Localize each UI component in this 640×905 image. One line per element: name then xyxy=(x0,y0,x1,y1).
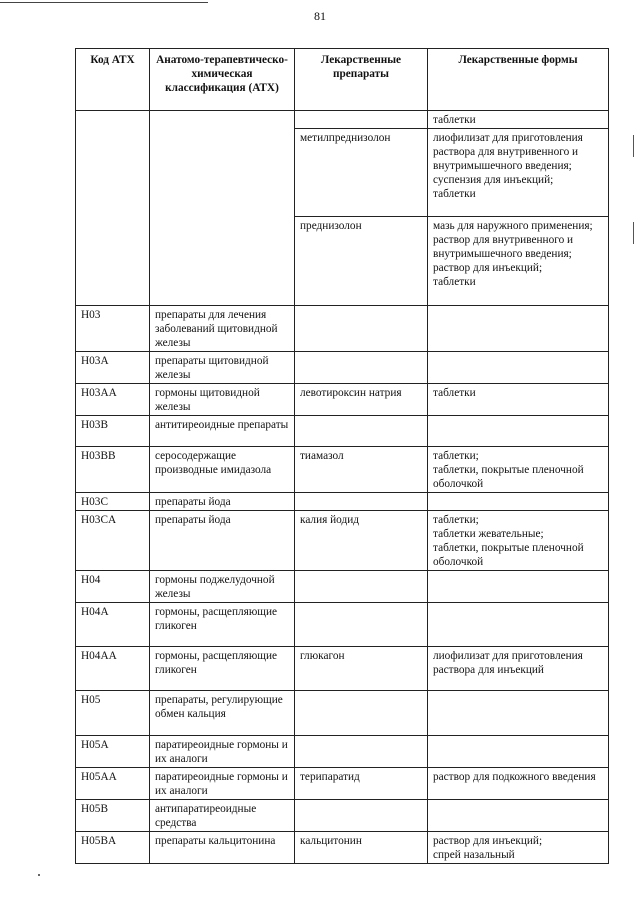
form-line: таблетки, покрытые пленочной оболочкой xyxy=(433,464,584,490)
table-row xyxy=(76,416,609,447)
class-cell: паратиреоидные гормоны и их аналоги xyxy=(150,768,295,800)
table-row xyxy=(76,511,609,571)
forms-cell xyxy=(428,384,609,416)
form-line: раствор для внутривенного и внутримышечного введения; xyxy=(433,234,574,260)
class-cell: препараты щитовидной железы xyxy=(150,352,295,384)
drug-cell: кальцитонин xyxy=(295,832,428,864)
drug-cell xyxy=(295,352,428,384)
forms-cell xyxy=(428,768,609,800)
class-cell: антитиреоидные препараты xyxy=(150,416,295,447)
forms-cell xyxy=(428,493,609,511)
forms-cell xyxy=(428,736,609,768)
code-cell: H03CA xyxy=(76,511,150,571)
forms-cell xyxy=(428,603,609,647)
forms-cell xyxy=(428,306,609,352)
forms-cell xyxy=(428,691,609,736)
code-cell: H05B xyxy=(76,800,150,832)
form-line: раствор для инъекций; xyxy=(433,835,543,847)
forms-cell xyxy=(428,647,609,691)
table-row xyxy=(76,493,609,511)
class-cell: гормоны, расщепляющие гликоген xyxy=(150,603,295,647)
code-cell: H04A xyxy=(76,603,150,647)
table-row xyxy=(76,603,609,647)
header-code: Код АТХ xyxy=(76,49,150,111)
forms-cell xyxy=(428,111,609,129)
code-cell: H04AA xyxy=(76,647,150,691)
code-cell: H03AA xyxy=(76,384,150,416)
drug-cell: терипаратид xyxy=(295,768,428,800)
form-line: раствор для подкожного введения xyxy=(433,771,596,783)
forms-cell xyxy=(428,571,609,603)
form-line: раствор для инъекций; xyxy=(433,262,543,274)
code-cell: H03C xyxy=(76,493,150,511)
class-cell: препараты йода xyxy=(150,511,295,571)
class-cell: гормоны, расщепляющие гликоген xyxy=(150,647,295,691)
table-row xyxy=(76,306,609,352)
form-line: лиофилизат для приготовления раствора для внутривенного и внутримышечного введения; xyxy=(433,132,583,172)
forms-cell xyxy=(428,447,609,493)
header-classification: Анатомо-терапевтическо-химическая классификация (АТХ) xyxy=(150,49,295,111)
form-line: таблетки xyxy=(433,387,476,399)
code-cell: H03A xyxy=(76,352,150,384)
class-cell: гормоны щитовидной железы xyxy=(150,384,295,416)
code-cell: H05BA xyxy=(76,832,150,864)
class-cell: препараты для лечения заболеваний щитовидной железы xyxy=(150,306,295,352)
forms-cell xyxy=(428,511,609,571)
forms-cell xyxy=(428,352,609,384)
code-cell xyxy=(76,111,150,306)
form-line: мазь для наружного применения; xyxy=(433,220,593,232)
drug-cell xyxy=(295,800,428,832)
forms-cell xyxy=(428,129,609,217)
class-cell: препараты, регулирующие обмен кальция xyxy=(150,691,295,736)
form-line: таблетки, покрытые пленочной оболочкой xyxy=(433,542,584,568)
margin-mark xyxy=(633,222,634,244)
class-cell: препараты кальцитонина xyxy=(150,832,295,864)
drug-cell xyxy=(295,736,428,768)
table-row xyxy=(76,111,609,129)
class-cell: серосодержащие производные имидазола xyxy=(150,447,295,493)
table-row xyxy=(76,736,609,768)
drug-cell: метилпреднизолон xyxy=(295,129,428,217)
header-forms: Лекарственные формы xyxy=(428,49,609,111)
class-cell: гормоны поджелудочной железы xyxy=(150,571,295,603)
drug-cell xyxy=(295,111,428,129)
table-row xyxy=(76,768,609,800)
drug-cell xyxy=(295,416,428,447)
class-cell: паратиреоидные гормоны и их аналоги xyxy=(150,736,295,768)
table-row xyxy=(76,571,609,603)
drug-cell: преднизолон xyxy=(295,217,428,306)
code-cell: H05 xyxy=(76,691,150,736)
class-cell: антипаратиреоидные средства xyxy=(150,800,295,832)
drug-cell xyxy=(295,603,428,647)
code-cell: H05A xyxy=(76,736,150,768)
form-line: таблетки; xyxy=(433,514,479,526)
code-cell: H04 xyxy=(76,571,150,603)
table-row xyxy=(76,647,609,691)
forms-cell xyxy=(428,217,609,306)
table-row xyxy=(76,447,609,493)
code-cell: H05AA xyxy=(76,768,150,800)
page-number: 81 xyxy=(314,9,326,23)
form-line: таблетки; xyxy=(433,450,479,462)
drug-cell: левотироксин натрия xyxy=(295,384,428,416)
code-cell: H03 xyxy=(76,306,150,352)
form-line: суспензия для инъекций; xyxy=(433,174,554,186)
class-cell: препараты йода xyxy=(150,493,295,511)
forms-cell xyxy=(428,832,609,864)
table-row xyxy=(76,832,609,864)
forms-cell xyxy=(428,416,609,447)
scan-speck xyxy=(38,874,40,876)
code-cell: H03BB xyxy=(76,447,150,493)
table-row xyxy=(76,800,609,832)
drug-cell xyxy=(295,571,428,603)
top-rule xyxy=(0,2,208,3)
atx-table xyxy=(75,48,609,864)
class-cell xyxy=(150,111,295,306)
form-line: таблетки xyxy=(433,114,476,126)
table-row xyxy=(76,384,609,416)
form-line: лиофилизат для приготовления раствора для инъекций xyxy=(433,650,583,676)
form-line: таблетки жевательные; xyxy=(433,528,544,540)
drug-cell xyxy=(295,493,428,511)
drug-cell: глюкагон xyxy=(295,647,428,691)
header-drugs: Лекарственные препараты xyxy=(295,49,428,111)
header-row xyxy=(76,49,609,111)
drug-cell: калия йодид xyxy=(295,511,428,571)
table-row xyxy=(76,352,609,384)
form-line: спрей назальный xyxy=(433,849,515,861)
form-line: таблетки xyxy=(433,276,476,288)
table-body xyxy=(76,111,609,864)
table-row xyxy=(76,691,609,736)
drug-cell xyxy=(295,306,428,352)
form-line: таблетки xyxy=(433,188,476,200)
code-cell: H03B xyxy=(76,416,150,447)
drug-cell: тиамазол xyxy=(295,447,428,493)
margin-mark xyxy=(633,135,634,157)
drug-cell xyxy=(295,691,428,736)
forms-cell xyxy=(428,800,609,832)
